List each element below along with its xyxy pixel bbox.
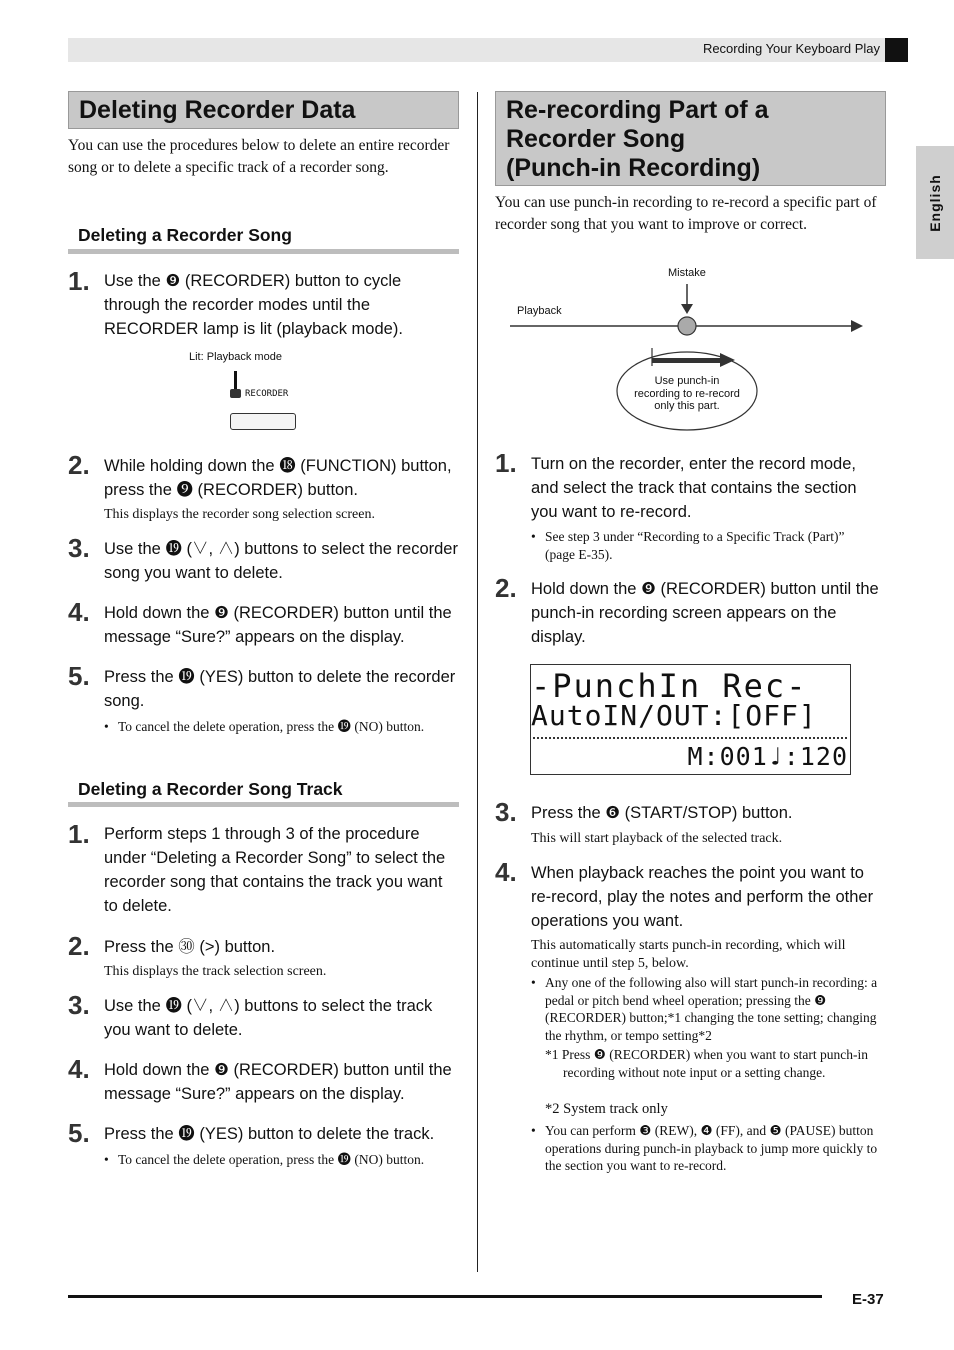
- diagram-mistake-label: Mistake: [668, 267, 706, 279]
- lcd-line3: M:001♩:120: [687, 742, 848, 771]
- recorder-figure-caption: Lit: Playback mode: [189, 351, 282, 363]
- lcd-line1: -PunchIn Rec-: [531, 667, 808, 705]
- right-section-title-line2: Recorder Song: [506, 125, 686, 153]
- right-step4-number: 4.: [495, 857, 517, 887]
- sub1-step5-text: Press the ⓳ (YES) button to delete the recorder song.: [104, 668, 456, 710]
- sub2-rule: [68, 802, 459, 807]
- sub2-step5-text: Press the ⓳ (YES) button to delete the track.: [104, 1125, 435, 1143]
- language-tab-label: English: [927, 173, 943, 232]
- sub1-step4-number: 4.: [68, 597, 90, 627]
- sub2-step4-number: 4.: [68, 1054, 90, 1084]
- diagram-playback-label: Playback: [517, 305, 562, 317]
- sub2-step3-number: 3.: [68, 990, 90, 1020]
- timeline-arrowhead: [851, 320, 863, 332]
- header-marker: [885, 38, 908, 62]
- sub1-step2-text: While holding down the ⓲ (FUNCTION) button, press the ❾ (RECORDER) button.: [104, 457, 452, 499]
- page-number: E-37: [852, 1291, 884, 1308]
- mistake-marker: [678, 317, 696, 335]
- right-step1-text: Turn on the recorder, enter the record mode, and select the track that contains the section you want to re-record.: [531, 455, 857, 521]
- sub2-step5-bullet: [104, 1151, 444, 1169]
- right-step4-bullet1-text: Any one of the following also will start punch-in recording: a pedal or pitch bend wheel operation; pressing the ❾ (RECORDER) button;*1 changing the tone setting; changing the rhythm, or tempo setting*2: [545, 975, 878, 1043]
- sub1-step5-bullet: [104, 718, 444, 736]
- right-step2-text: Hold down the ❾ (RECORDER) button until the punch-in recording screen appears on the display.: [531, 580, 879, 646]
- footer-rule: [68, 1295, 822, 1298]
- diagram-bubble-line3: only this part.: [654, 400, 720, 412]
- right-section-title-line1: Re-recording Part of a: [506, 96, 769, 124]
- right-step4-bullet2-text: You can perform ❸ (REW), ❹ (FF), and ❺ (PAUSE) button operations during punch-in playback to jump more quickly to the section you want to re-record.: [545, 1123, 878, 1173]
- sub1-step1-text: Use the ❾ (RECORDER) button to cycle through the recorder modes until the RECORDER lamp is lit (playback mode).: [104, 272, 403, 338]
- diagram-bubble-line1: Use punch-in: [654, 375, 720, 387]
- recorder-lamp-icon: [230, 389, 241, 398]
- sub1-step5-number: 5.: [68, 661, 90, 691]
- sub1-step3-number: 3.: [68, 533, 90, 563]
- recorder-lamp-pointer: [234, 371, 237, 389]
- sub1-title: Deleting a Recorder Song: [78, 225, 292, 245]
- punch-in-diagram: [495, 260, 885, 440]
- sub1-step3-text: Use the ⓳ (∨, ∧) buttons to select the recorder song you want to delete.: [104, 540, 458, 582]
- sub2-step3-text: Use the ⓳ (∨, ∧) buttons to select the track you want to delete.: [104, 997, 433, 1039]
- sub1-step2-note: This displays the recorder song selection screen.: [104, 507, 375, 522]
- bullet-dot: •: [531, 975, 536, 990]
- sub1-step2-number: 2.: [68, 450, 90, 480]
- sub2-step2-text: Press the ㉚ (>) button.: [104, 938, 276, 956]
- sub2-step2-note: This displays the track selection screen.: [104, 964, 327, 979]
- right-step1-bullet: [531, 528, 876, 563]
- sub2-step5-number: 5.: [68, 1118, 90, 1148]
- sub2-step1-text: Perform steps 1 through 3 of the procedure under “Deleting a Recorder Song” to select the recorder song that contains the track you want to delete.: [104, 825, 446, 915]
- right-footnote2: *2 System track only: [545, 1101, 668, 1117]
- right-step4-text: When playback reaches the point you want to re-record, play the notes and perform the other operations you want.: [531, 864, 874, 930]
- language-tab: [916, 146, 954, 259]
- lcd-line2: AutoIN/OUT:[OFF]: [531, 699, 817, 732]
- bullet-dot: •: [104, 719, 109, 734]
- diagram-bubble-line2: recording to re-record: [634, 387, 740, 400]
- right-step4-note: This automatically starts punch-in recording, which will continue until step 5, below.: [531, 938, 846, 971]
- right-step3-number: 3.: [495, 797, 517, 827]
- right-step4-bullet1: [531, 974, 886, 1044]
- bullet-dot: •: [104, 1152, 109, 1167]
- left-intro: You can use the procedures below to delete an entire recorder song or to delete a specific track of a recorder song.: [68, 137, 450, 176]
- right-step3-text: Press the ❻ (START/STOP) button.: [531, 804, 793, 822]
- right-section-title-line3: (Punch-in Recording): [506, 154, 761, 182]
- sub2-step1-number: 1.: [68, 819, 90, 849]
- right-step1-number: 1.: [495, 448, 517, 478]
- bullet-dot: •: [531, 1123, 536, 1138]
- bullet-dot: •: [531, 529, 536, 544]
- left-section-title-box: [68, 91, 459, 129]
- sub1-step1-number: 1.: [68, 266, 90, 296]
- sub1-step5-bullet-text: To cancel the delete operation, press the ⓳ (NO) button.: [118, 719, 425, 734]
- mistake-arrowhead: [681, 304, 693, 314]
- sub2-step5-bullet-text: To cancel the delete operation, press the ⓳ (NO) button.: [118, 1152, 425, 1167]
- sub1-step4-text: Hold down the ❾ (RECORDER) button until the message “Sure?” appears on the display.: [104, 604, 452, 646]
- right-footnote1: *1 Press ❾ (RECORDER) when you want to start punch-in recording without note input or a setting change.: [545, 1047, 868, 1080]
- diagram-bubble-text: [622, 375, 752, 413]
- right-section-title-box: [495, 91, 886, 186]
- right-step3-note: This will start playback of the selected track.: [531, 831, 783, 846]
- left-section-title: Deleting Recorder Data: [79, 96, 356, 124]
- sub2-step2-number: 2.: [68, 931, 90, 961]
- right-step2-number: 2.: [495, 573, 517, 603]
- recorder-button-icon: [230, 413, 296, 430]
- sub2-title: Deleting a Recorder Song Track: [78, 779, 343, 799]
- lcd-display: [530, 664, 851, 775]
- right-intro: You can use punch-in recording to re-record a specific part of recorder song that you want to improve or correct.: [495, 194, 877, 233]
- recorder-lamp-label: RECORDER: [245, 389, 289, 399]
- right-step1-bullet-text: See step 3 under “Recording to a Specific Track (Part)” (page E-35).: [545, 529, 845, 562]
- column-divider: [477, 92, 478, 1272]
- sub2-step4-text: Hold down the ❾ (RECORDER) button until the message “Sure?” appears on the display.: [104, 1061, 452, 1103]
- punch-in-range-bar: [652, 358, 722, 363]
- header-title: Recording Your Keyboard Play: [702, 41, 880, 56]
- sub1-rule: [68, 249, 459, 254]
- right-step4-bullet2: [531, 1122, 886, 1175]
